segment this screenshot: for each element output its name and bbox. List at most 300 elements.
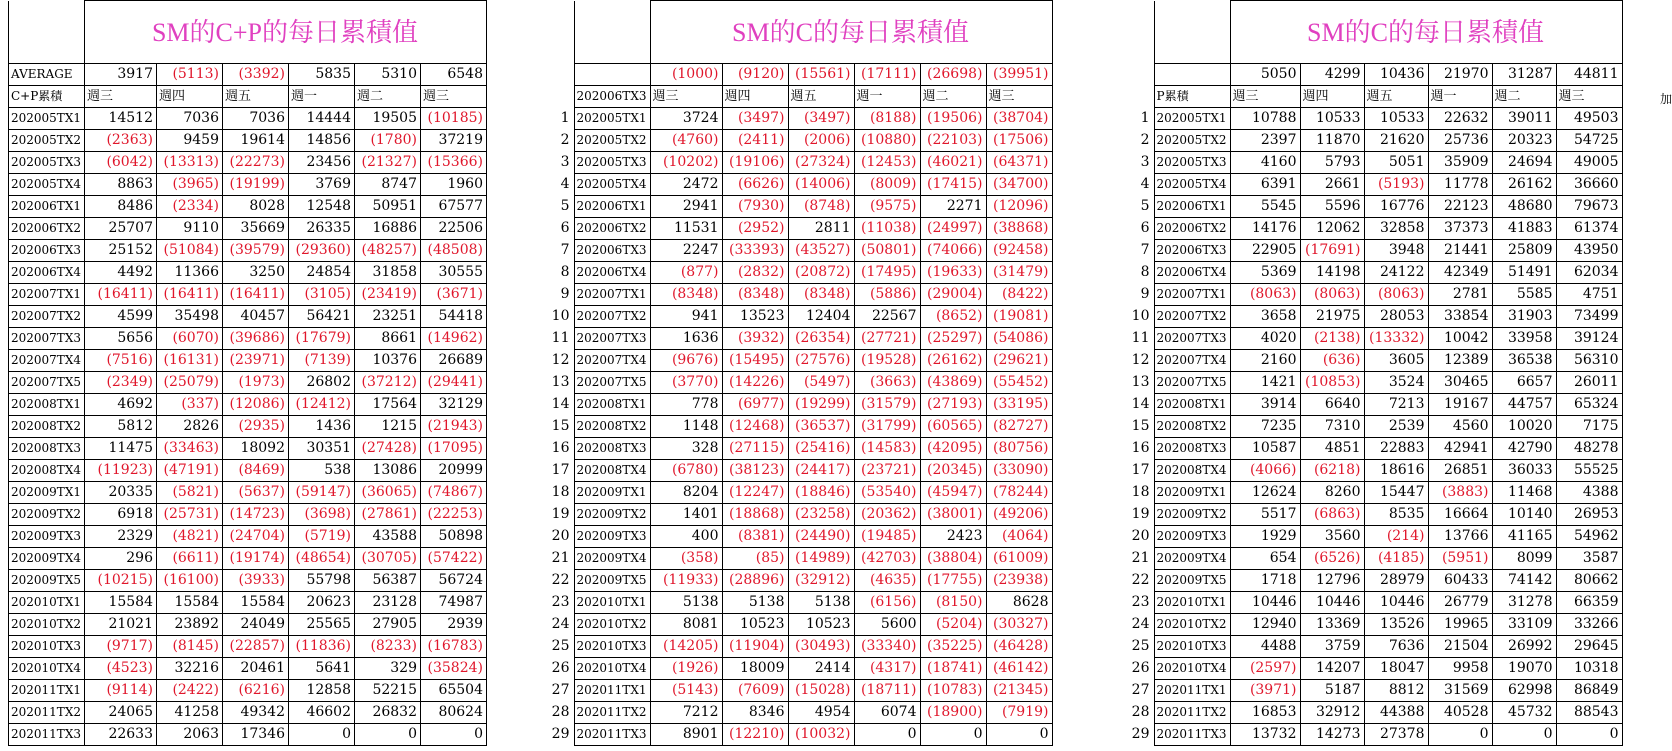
summary-cell[interactable]: 5835: [289, 64, 355, 86]
value-cell[interactable]: (10853): [1300, 372, 1364, 394]
value-cell[interactable]: (6070): [157, 328, 223, 350]
row-number[interactable]: 9: [1140, 286, 1150, 302]
value-cell[interactable]: (80756): [986, 438, 1052, 460]
value-cell[interactable]: 2271: [920, 196, 986, 218]
value-cell[interactable]: 4560: [1428, 416, 1492, 438]
value-cell[interactable]: 31903: [1492, 306, 1556, 328]
contract-label[interactable]: 202007TX4: [574, 350, 650, 372]
value-cell[interactable]: 62034: [1556, 262, 1622, 284]
value-cell[interactable]: (16100): [157, 570, 223, 592]
value-cell[interactable]: 5138: [788, 592, 854, 614]
summary-cell[interactable]: 44811: [1556, 64, 1622, 86]
value-cell[interactable]: 5596: [1300, 196, 1364, 218]
day-header[interactable]: 週五: [788, 86, 854, 108]
row-number[interactable]: 18: [1131, 484, 1150, 500]
value-cell[interactable]: 7213: [1364, 394, 1428, 416]
row-number[interactable]: 28: [1131, 704, 1150, 720]
value-cell[interactable]: 26162: [1492, 174, 1556, 196]
contract-label[interactable]: 202008TX1: [9, 394, 85, 416]
value-cell[interactable]: 14176: [1230, 218, 1300, 240]
contract-label[interactable]: 202005TX1: [9, 108, 85, 130]
value-cell[interactable]: 18047: [1364, 658, 1428, 680]
value-cell[interactable]: 14512: [85, 108, 157, 130]
value-cell[interactable]: 6918: [85, 504, 157, 526]
value-cell[interactable]: (11904): [722, 636, 788, 658]
summary-label[interactable]: [574, 64, 650, 86]
value-cell[interactable]: 30555: [421, 262, 487, 284]
row-number[interactable]: 28: [551, 704, 570, 720]
value-cell[interactable]: 10523: [788, 614, 854, 636]
summary-cell[interactable]: 31287: [1492, 64, 1556, 86]
value-cell[interactable]: (29441): [421, 372, 487, 394]
value-cell[interactable]: (10215): [85, 570, 157, 592]
contract-label[interactable]: 202005TX2: [9, 130, 85, 152]
value-cell[interactable]: 4492: [85, 262, 157, 284]
contract-label[interactable]: 202007TX1: [9, 284, 85, 306]
value-cell[interactable]: 5138: [722, 592, 788, 614]
value-cell[interactable]: (17506): [986, 130, 1052, 152]
row-number[interactable]: 19: [1131, 506, 1150, 522]
header-label[interactable]: P累積: [1154, 86, 1230, 108]
value-cell[interactable]: 50898: [421, 526, 487, 548]
contract-label[interactable]: 202009TX5: [574, 570, 650, 592]
value-cell[interactable]: 13369: [1300, 614, 1364, 636]
value-cell[interactable]: (47191): [157, 460, 223, 482]
value-cell[interactable]: 4751: [1556, 284, 1622, 306]
value-cell[interactable]: (5497): [788, 372, 854, 394]
value-cell[interactable]: (337): [157, 394, 223, 416]
value-cell[interactable]: 5656: [85, 328, 157, 350]
value-cell[interactable]: (8188): [854, 108, 920, 130]
value-cell[interactable]: (8063): [1230, 284, 1300, 306]
value-cell[interactable]: (4064): [986, 526, 1052, 548]
value-cell[interactable]: (24997): [920, 218, 986, 240]
contract-label[interactable]: 202006TX3: [574, 240, 650, 262]
value-cell[interactable]: 55798: [289, 570, 355, 592]
value-cell[interactable]: (16411): [85, 284, 157, 306]
row-number[interactable]: 10: [1131, 308, 1150, 324]
summary-cell[interactable]: (5113): [157, 64, 223, 86]
value-cell[interactable]: (38804): [920, 548, 986, 570]
row-number[interactable]: 27: [551, 682, 570, 698]
value-cell[interactable]: 35909: [1428, 152, 1492, 174]
contract-label[interactable]: 202006TX1: [1154, 196, 1230, 218]
value-cell[interactable]: 15584: [85, 592, 157, 614]
value-cell[interactable]: (4760): [650, 130, 722, 152]
value-cell[interactable]: (7919): [986, 702, 1052, 724]
value-cell[interactable]: 26953: [1556, 504, 1622, 526]
value-cell[interactable]: 19070: [1492, 658, 1556, 680]
value-cell[interactable]: (14962): [421, 328, 487, 350]
value-cell[interactable]: (51084): [157, 240, 223, 262]
contract-label[interactable]: 202005TX3: [574, 152, 650, 174]
value-cell[interactable]: 41258: [157, 702, 223, 724]
summary-cell[interactable]: (1000): [650, 64, 722, 86]
row-number[interactable]: 2: [1140, 132, 1150, 148]
value-cell[interactable]: (30705): [355, 548, 421, 570]
contract-label[interactable]: 202007TX4: [1154, 350, 1230, 372]
value-cell[interactable]: 80624: [421, 702, 487, 724]
value-cell[interactable]: (23938): [986, 570, 1052, 592]
value-cell[interactable]: 1929: [1230, 526, 1300, 548]
value-cell[interactable]: 11778: [1428, 174, 1492, 196]
value-cell[interactable]: 2661: [1300, 174, 1364, 196]
value-cell[interactable]: (59147): [289, 482, 355, 504]
value-cell[interactable]: (2422): [157, 680, 223, 702]
value-cell[interactable]: 12796: [1300, 570, 1364, 592]
value-cell[interactable]: 10042: [1428, 328, 1492, 350]
value-cell[interactable]: (4066): [1230, 460, 1300, 482]
value-cell[interactable]: (15366): [421, 152, 487, 174]
row-number[interactable]: 26: [1131, 660, 1150, 676]
value-cell[interactable]: 48680: [1492, 196, 1556, 218]
value-cell[interactable]: (3105): [289, 284, 355, 306]
value-cell[interactable]: 40528: [1428, 702, 1492, 724]
summary-cell[interactable]: 5050: [1230, 64, 1300, 86]
value-cell[interactable]: (2363): [85, 130, 157, 152]
value-cell[interactable]: 10318: [1556, 658, 1622, 680]
value-cell[interactable]: (18846): [788, 482, 854, 504]
row-number[interactable]: 29: [551, 726, 570, 742]
value-cell[interactable]: (22857): [223, 636, 289, 658]
value-cell[interactable]: (7139): [289, 350, 355, 372]
value-cell[interactable]: 5138: [650, 592, 722, 614]
row-number[interactable]: 14: [551, 396, 570, 412]
value-cell[interactable]: (3698): [289, 504, 355, 526]
value-cell[interactable]: 10533: [1364, 108, 1428, 130]
value-cell[interactable]: (12468): [722, 416, 788, 438]
value-cell[interactable]: (10880): [854, 130, 920, 152]
value-cell[interactable]: (3883): [1428, 482, 1492, 504]
value-cell[interactable]: 36033: [1492, 460, 1556, 482]
value-cell[interactable]: 67577: [421, 196, 487, 218]
contract-label[interactable]: 202011TX2: [9, 702, 85, 724]
contract-label[interactable]: 202011TX3: [9, 724, 85, 746]
value-cell[interactable]: 329: [355, 658, 421, 680]
value-cell[interactable]: (85): [722, 548, 788, 570]
row-number[interactable]: 10: [551, 308, 570, 324]
row-number[interactable]: 11: [1131, 330, 1150, 346]
value-cell[interactable]: (37212): [355, 372, 421, 394]
value-cell[interactable]: (18741): [920, 658, 986, 680]
value-cell[interactable]: 8028: [223, 196, 289, 218]
value-cell[interactable]: 8486: [85, 196, 157, 218]
day-header[interactable]: 週四: [1300, 86, 1364, 108]
contract-label[interactable]: 202007TX3: [574, 328, 650, 350]
value-cell[interactable]: 24122: [1364, 262, 1428, 284]
value-cell[interactable]: 778: [650, 394, 722, 416]
value-cell[interactable]: (19081): [986, 306, 1052, 328]
value-cell[interactable]: 10446: [1364, 592, 1428, 614]
value-cell[interactable]: (2349): [85, 372, 157, 394]
value-cell[interactable]: 12548: [289, 196, 355, 218]
value-cell[interactable]: 400: [650, 526, 722, 548]
contract-label[interactable]: 202007TX3: [9, 328, 85, 350]
value-cell[interactable]: 54725: [1556, 130, 1622, 152]
value-cell[interactable]: 26992: [1492, 636, 1556, 658]
value-cell[interactable]: (1926): [650, 658, 722, 680]
value-cell[interactable]: (22103): [920, 130, 986, 152]
value-cell[interactable]: 6640: [1300, 394, 1364, 416]
value-cell[interactable]: (23419): [355, 284, 421, 306]
contract-label[interactable]: 202008TX3: [1154, 438, 1230, 460]
day-header[interactable]: 週五: [1364, 86, 1428, 108]
day-header[interactable]: 週二: [1492, 86, 1556, 108]
row-number[interactable]: 4: [560, 176, 570, 192]
value-cell[interactable]: 32216: [157, 658, 223, 680]
contract-label[interactable]: 202009TX4: [1154, 548, 1230, 570]
value-cell[interactable]: 33958: [1492, 328, 1556, 350]
contract-label[interactable]: 202011TX2: [1154, 702, 1230, 724]
value-cell[interactable]: 1718: [1230, 570, 1300, 592]
summary-cell[interactable]: (26698): [920, 64, 986, 86]
value-cell[interactable]: 24065: [85, 702, 157, 724]
contract-label[interactable]: 202011TX1: [1154, 680, 1230, 702]
value-cell[interactable]: (2597): [1230, 658, 1300, 680]
value-cell[interactable]: 55525: [1556, 460, 1622, 482]
value-cell[interactable]: (6977): [722, 394, 788, 416]
row-number[interactable]: 6: [560, 220, 570, 236]
row-number[interactable]: 26: [551, 660, 570, 676]
value-cell[interactable]: 0: [421, 724, 487, 746]
value-cell[interactable]: 9958: [1428, 658, 1492, 680]
value-cell[interactable]: 18616: [1364, 460, 1428, 482]
value-cell[interactable]: (38704): [986, 108, 1052, 130]
value-cell[interactable]: (30493): [788, 636, 854, 658]
value-cell[interactable]: 36660: [1556, 174, 1622, 196]
value-cell[interactable]: 1636: [650, 328, 722, 350]
value-cell[interactable]: 328: [650, 438, 722, 460]
value-cell[interactable]: (27576): [788, 350, 854, 372]
value-cell[interactable]: 16776: [1364, 196, 1428, 218]
value-cell[interactable]: 12858: [289, 680, 355, 702]
contract-label[interactable]: 202011TX1: [574, 680, 650, 702]
value-cell[interactable]: 20323: [1492, 130, 1556, 152]
value-cell[interactable]: (19528): [854, 350, 920, 372]
value-cell[interactable]: (11933): [650, 570, 722, 592]
contract-label[interactable]: 202006TX4: [9, 262, 85, 284]
value-cell[interactable]: 17346: [223, 724, 289, 746]
value-cell[interactable]: 24694: [1492, 152, 1556, 174]
value-cell[interactable]: (29360): [289, 240, 355, 262]
value-cell[interactable]: 10587: [1230, 438, 1300, 460]
value-cell[interactable]: (5951): [1428, 548, 1492, 570]
value-cell[interactable]: 40457: [223, 306, 289, 328]
value-cell[interactable]: (2952): [722, 218, 788, 240]
row-number[interactable]: 15: [1131, 418, 1150, 434]
row-number[interactable]: 1: [1140, 110, 1150, 126]
row-number[interactable]: 23: [1131, 594, 1150, 610]
row-number[interactable]: 22: [551, 572, 570, 588]
value-cell[interactable]: (8348): [722, 284, 788, 306]
value-cell[interactable]: (14006): [788, 174, 854, 196]
value-cell[interactable]: (38123): [722, 460, 788, 482]
value-cell[interactable]: 15584: [223, 592, 289, 614]
contract-label[interactable]: 202009TX2: [1154, 504, 1230, 526]
value-cell[interactable]: 2063: [157, 724, 223, 746]
value-cell[interactable]: 25809: [1492, 240, 1556, 262]
value-cell[interactable]: 22567: [854, 306, 920, 328]
day-header[interactable]: 週一: [1428, 86, 1492, 108]
value-cell[interactable]: 3524: [1364, 372, 1428, 394]
value-cell[interactable]: (3770): [650, 372, 722, 394]
value-cell[interactable]: (636): [1300, 350, 1364, 372]
contract-label[interactable]: 202010TX1: [9, 592, 85, 614]
value-cell[interactable]: 33266: [1556, 614, 1622, 636]
value-cell[interactable]: 23892: [157, 614, 223, 636]
contract-label[interactable]: 202007TX3: [1154, 328, 1230, 350]
table-title[interactable]: SM的C+P的每日累積值: [85, 1, 487, 64]
value-cell[interactable]: (9717): [85, 636, 157, 658]
row-number[interactable]: 8: [560, 264, 570, 280]
row-number[interactable]: 17: [551, 462, 570, 478]
value-cell[interactable]: (46142): [986, 658, 1052, 680]
value-cell[interactable]: (23258): [788, 504, 854, 526]
contract-label[interactable]: 202009TX1: [9, 482, 85, 504]
value-cell[interactable]: (17095): [421, 438, 487, 460]
value-cell[interactable]: (2334): [157, 196, 223, 218]
value-cell[interactable]: (92458): [986, 240, 1052, 262]
value-cell[interactable]: (64371): [986, 152, 1052, 174]
value-cell[interactable]: (21345): [986, 680, 1052, 702]
value-cell[interactable]: (16411): [157, 284, 223, 306]
value-cell[interactable]: (39686): [223, 328, 289, 350]
value-cell[interactable]: (61009): [986, 548, 1052, 570]
title-blank-cell[interactable]: [9, 1, 85, 64]
contract-label[interactable]: 202010TX2: [9, 614, 85, 636]
row-number[interactable]: 13: [551, 374, 570, 390]
value-cell[interactable]: (14583): [854, 438, 920, 460]
value-cell[interactable]: 16664: [1428, 504, 1492, 526]
value-cell[interactable]: 4160: [1230, 152, 1300, 174]
value-cell[interactable]: 6657: [1492, 372, 1556, 394]
value-cell[interactable]: (3932): [722, 328, 788, 350]
value-cell[interactable]: (6042): [85, 152, 157, 174]
day-header[interactable]: 週三: [650, 86, 722, 108]
value-cell[interactable]: (5719): [289, 526, 355, 548]
value-cell[interactable]: 80662: [1556, 570, 1622, 592]
value-cell[interactable]: (8009): [854, 174, 920, 196]
contract-label[interactable]: 202008TX3: [9, 438, 85, 460]
row-number[interactable]: 3: [560, 154, 570, 170]
value-cell[interactable]: 10140: [1492, 504, 1556, 526]
value-cell[interactable]: (43869): [920, 372, 986, 394]
value-cell[interactable]: 49342: [223, 702, 289, 724]
value-cell[interactable]: 4954: [788, 702, 854, 724]
contract-label[interactable]: 202009TX3: [9, 526, 85, 548]
value-cell[interactable]: (10185): [421, 108, 487, 130]
value-cell[interactable]: (6780): [650, 460, 722, 482]
row-number[interactable]: 5: [1140, 198, 1150, 214]
value-cell[interactable]: (8063): [1300, 284, 1364, 306]
row-number[interactable]: 4: [1140, 176, 1150, 192]
value-cell[interactable]: 2397: [1230, 130, 1300, 152]
value-cell[interactable]: (19633): [920, 262, 986, 284]
value-cell[interactable]: 1421: [1230, 372, 1300, 394]
value-cell[interactable]: (8233): [355, 636, 421, 658]
value-cell[interactable]: 28053: [1364, 306, 1428, 328]
value-cell[interactable]: 3658: [1230, 306, 1300, 328]
contract-label[interactable]: 202011TX3: [574, 724, 650, 746]
value-cell[interactable]: (24490): [788, 526, 854, 548]
contract-label[interactable]: 202008TX1: [1154, 394, 1230, 416]
summary-cell[interactable]: (3392): [223, 64, 289, 86]
value-cell[interactable]: 50951: [355, 196, 421, 218]
summary-cell[interactable]: 10436: [1364, 64, 1428, 86]
value-cell[interactable]: 20335: [85, 482, 157, 504]
row-number[interactable]: 13: [1131, 374, 1150, 390]
value-cell[interactable]: 22633: [85, 724, 157, 746]
value-cell[interactable]: 12389: [1428, 350, 1492, 372]
value-cell[interactable]: 4488: [1230, 636, 1300, 658]
value-cell[interactable]: (36065): [355, 482, 421, 504]
value-cell[interactable]: (8348): [650, 284, 722, 306]
value-cell[interactable]: (14226): [722, 372, 788, 394]
value-cell[interactable]: 37373: [1428, 218, 1492, 240]
value-cell[interactable]: 43588: [355, 526, 421, 548]
value-cell[interactable]: 48278: [1556, 438, 1622, 460]
value-cell[interactable]: 8081: [650, 614, 722, 636]
row-number[interactable]: 2: [560, 132, 570, 148]
value-cell[interactable]: 29645: [1556, 636, 1622, 658]
value-cell[interactable]: 8346: [722, 702, 788, 724]
value-cell[interactable]: (11038): [854, 218, 920, 240]
value-cell[interactable]: 13523: [722, 306, 788, 328]
summary-cell[interactable]: 3917: [85, 64, 157, 86]
value-cell[interactable]: 11475: [85, 438, 157, 460]
value-cell[interactable]: 2539: [1364, 416, 1428, 438]
contract-label[interactable]: 202008TX1: [574, 394, 650, 416]
row-number[interactable]: 20: [551, 528, 570, 544]
value-cell[interactable]: (8422): [986, 284, 1052, 306]
value-cell[interactable]: 17564: [355, 394, 421, 416]
contract-label[interactable]: 202005TX1: [574, 108, 650, 130]
value-cell[interactable]: 0: [1428, 724, 1492, 746]
value-cell[interactable]: 0: [289, 724, 355, 746]
value-cell[interactable]: (32912): [788, 570, 854, 592]
value-cell[interactable]: (5193): [1364, 174, 1428, 196]
day-header[interactable]: 週四: [157, 86, 223, 108]
value-cell[interactable]: 0: [854, 724, 920, 746]
value-cell[interactable]: 8099: [1492, 548, 1556, 570]
value-cell[interactable]: 26689: [421, 350, 487, 372]
value-cell[interactable]: (24704): [223, 526, 289, 548]
value-cell[interactable]: (25416): [788, 438, 854, 460]
value-cell[interactable]: (60565): [920, 416, 986, 438]
value-cell[interactable]: 2414: [788, 658, 854, 680]
value-cell[interactable]: (22273): [223, 152, 289, 174]
value-cell[interactable]: (6156): [854, 592, 920, 614]
value-cell[interactable]: 12062: [1300, 218, 1364, 240]
value-cell[interactable]: 26832: [355, 702, 421, 724]
row-number[interactable]: 17: [1131, 462, 1150, 478]
value-cell[interactable]: 2423: [920, 526, 986, 548]
value-cell[interactable]: 1960: [421, 174, 487, 196]
row-number[interactable]: 24: [1131, 616, 1150, 632]
row-number[interactable]: 21: [551, 550, 570, 566]
value-cell[interactable]: 74987: [421, 592, 487, 614]
value-cell[interactable]: (27324): [788, 152, 854, 174]
value-cell[interactable]: 11531: [650, 218, 722, 240]
value-cell[interactable]: 65504: [421, 680, 487, 702]
value-cell[interactable]: 49005: [1556, 152, 1622, 174]
row-number[interactable]: 16: [551, 440, 570, 456]
value-cell[interactable]: 13526: [1364, 614, 1428, 636]
value-cell[interactable]: (14723): [223, 504, 289, 526]
value-cell[interactable]: 2247: [650, 240, 722, 262]
row-number[interactable]: 12: [551, 352, 570, 368]
day-header[interactable]: 週一: [289, 86, 355, 108]
